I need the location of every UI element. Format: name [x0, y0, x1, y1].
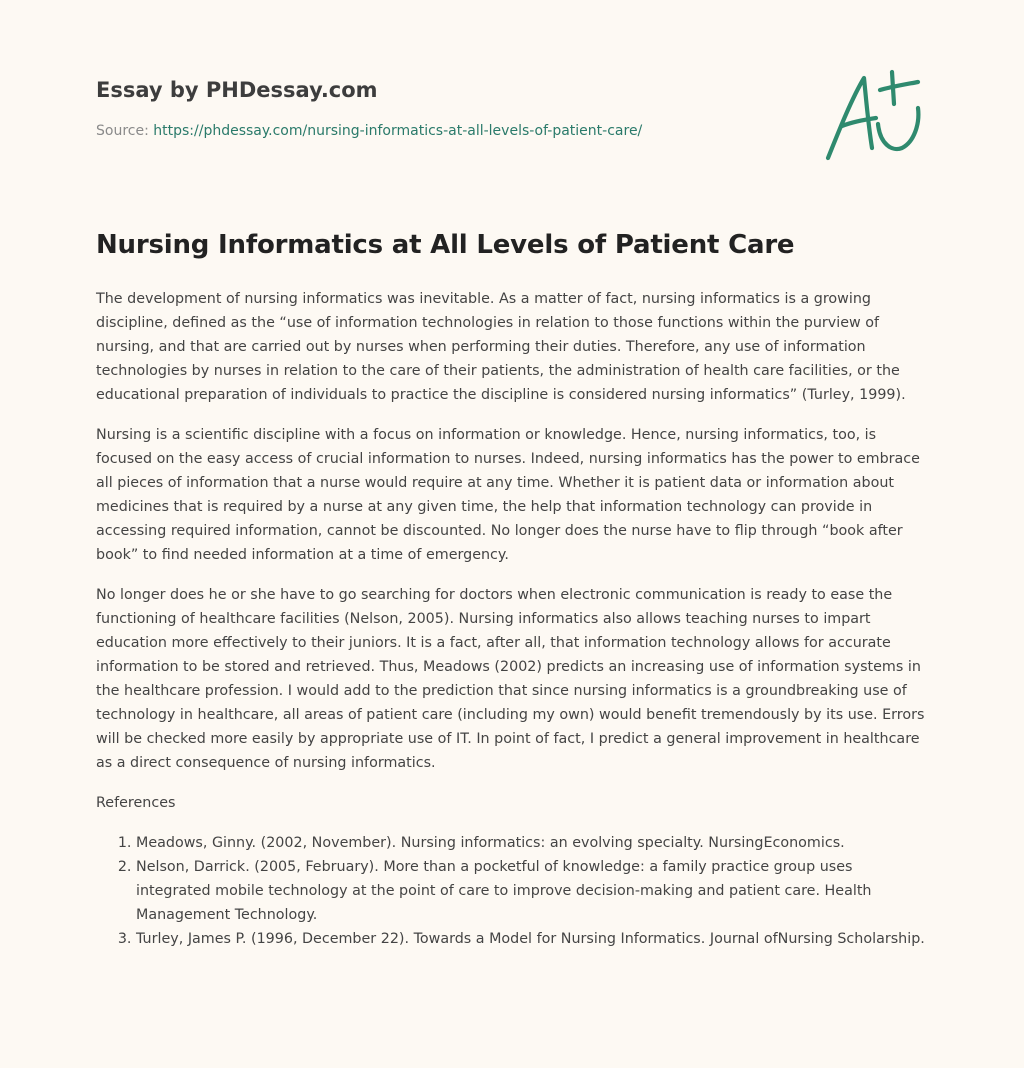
essay-body: [96, 227, 930, 951]
essay-paragraph-3: No longer does he or she have to go searching for doctors when electronic communication is ready to ease the functioning of healthcare facilities (Nelson, 2005). Nursing informatics also allows teaching nurses to impart education more effectively to their juniors. It is a fact, after all, that information technology allows for accurate information to be stored and retrieved. Thus, Meadows (2002) predicts an increasing use of information systems in the healthcare profession. I would add to the prediction that since nursing informatics is a groundbreaking use of technology in healthcare, all areas of patient care (including my own) would benefit tremendously by its use. Errors will be checked more easily by appropriate use of IT. In point of fact, I predict a general improvement in healthcare as a direct consequence of nursing informatics.: [96, 587, 925, 771]
source-line: [96, 123, 642, 139]
source-label: Source:: [96, 123, 154, 139]
page-header: [96, 76, 928, 139]
references-heading: References: [96, 795, 176, 811]
a-plus-logo-icon: [822, 68, 926, 166]
reference-item: 1. Meadows, Ginny. (2002, November). Nursing informatics: an evolving specialty. NursingEconomics.: [136, 831, 930, 855]
brand-title: Essay by PHDessay.com: [96, 78, 378, 102]
reference-item: 3. Turley, James P. (1996, December 22). Towards a Model for Nursing Informatics. Journal ofNursing Scholarship.: [136, 927, 930, 951]
source-link[interactable]: https://phdessay.com/nursing-informatics-at-all-levels-of-patient-care/: [153, 123, 643, 139]
references-list: [96, 831, 930, 951]
essay-title: Nursing Informatics at All Levels of Patient Care: [96, 230, 795, 260]
essay-paragraph-2: Nursing is a scientific discipline with a focus on information or knowledge. Hence, nursing informatics, too, is focused on the easy access of crucial information to nurses. Indeed, nursing informatics has the power to embrace all pieces of information that a nurse would require at any time. Whether it is patient data or information about medicines that is required by a nurse at any given time, the help that information technology can provide in accessing required information, cannot be discounted. No longer does the nurse have to flip through “book after book” to find needed information at a time of emergency.: [96, 427, 920, 563]
reference-item: 2. Nelson, Darrick. (2005, February). More than a pocketful of knowledge: a family practice group uses integrated mobile technology at the point of care to improve decision-making and patient care. Health Management Technology.: [136, 855, 930, 927]
essay-paragraph-1: The development of nursing informatics was inevitable. As a matter of fact, nursing informatics is a growing discipline, defined as the “use of information technologies in relation to those functions within the purview of nursing, and that are carried out by nurses when performing their duties. Therefore, any use of information technologies by nurses in relation to the care of their patients, the administration of health care facilities, or the educational preparation of individuals to practice the discipline is considered nursing informatics” (Turley, 1999).: [96, 291, 906, 403]
